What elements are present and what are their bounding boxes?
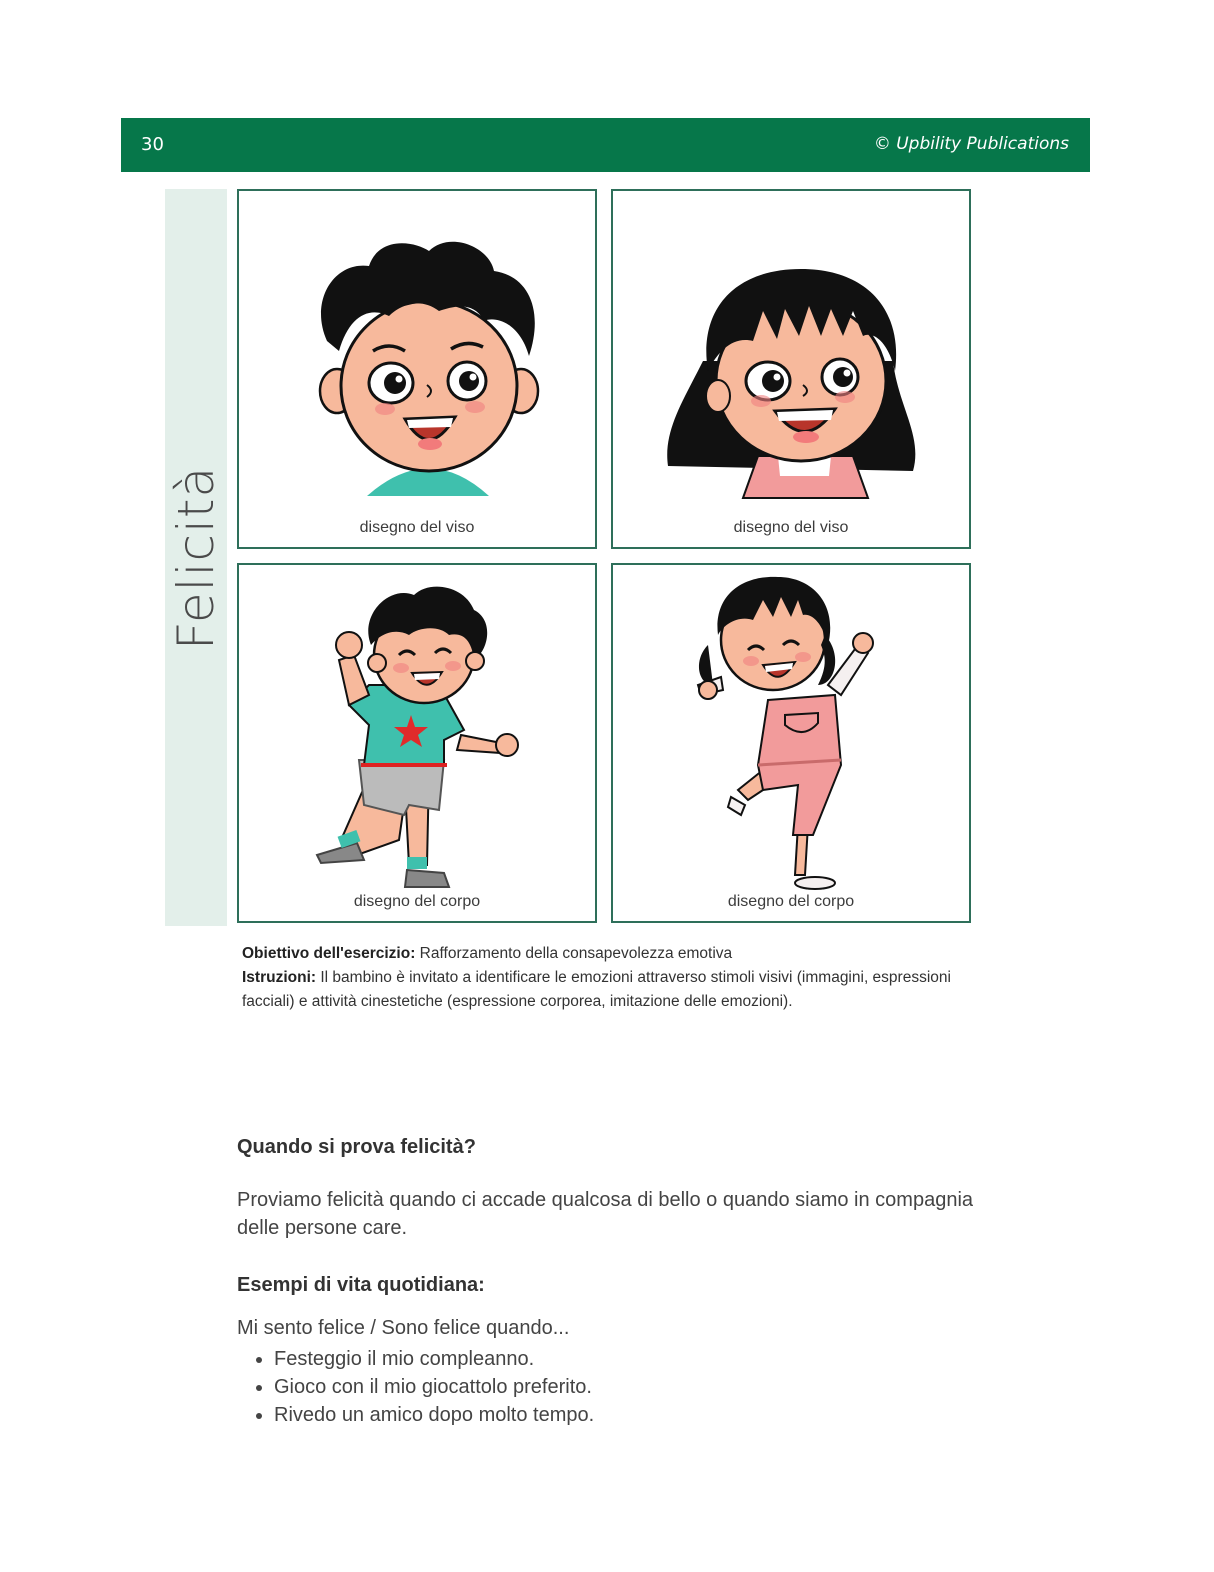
card-boy-face (237, 189, 597, 549)
list-item: • Gioco con il mio giocattolo preferito. (274, 1373, 594, 1401)
card-caption: disegno del viso (359, 519, 475, 536)
question-title: Quando si prova felicità? (237, 1136, 476, 1158)
examples-list (237, 1345, 594, 1429)
instructions-text: Il bambino è invitato a identificare le emozioni attraverso stimoli visivi (immagini, espressioni facciali) e attività cinestetiche (espressione corporea, imitazione delle emozioni). (242, 969, 951, 1010)
side-title: Felicità (167, 465, 225, 650)
happy-girl-face-illustration (613, 191, 973, 551)
examples-intro: Mi sento felice / Sono felice quando... (237, 1317, 570, 1339)
side-strip (165, 189, 227, 926)
list-item: • Festeggio il mio compleanno. (274, 1345, 594, 1373)
exercise-notes (242, 942, 1002, 1014)
card-caption: disegno del viso (733, 519, 849, 536)
card-boy-body (237, 563, 597, 923)
page-header (121, 118, 1090, 172)
publisher-credit: © Upbility Publications (873, 134, 1069, 154)
happy-boy-body-illustration (239, 565, 599, 925)
happy-girl-body-illustration (613, 565, 973, 925)
card-girl-body (611, 563, 971, 923)
card-caption: disegno del corpo (727, 893, 855, 910)
goal-label: Obiettivo dell'esercizio: (242, 945, 416, 962)
goal-text: Rafforzamento della consapevolezza emotiva (415, 945, 733, 962)
card-girl-face (611, 189, 971, 549)
examples-title: Esempi di vita quotidiana: (237, 1274, 485, 1296)
exercise-instructions (242, 966, 1002, 1014)
instructions-label: Istruzioni: (242, 969, 317, 986)
list-item: • Rivedo un amico dopo molto tempo. (274, 1401, 594, 1429)
answer-paragraph: Proviamo felicità quando ci accade qualcosa di bello o quando siamo in compagnia delle persone care. (237, 1189, 974, 1239)
exercise-goal (242, 942, 1002, 966)
happy-boy-face-illustration (239, 191, 599, 551)
page-number: 30 (141, 134, 164, 155)
card-caption: disegno del corpo (353, 893, 481, 910)
